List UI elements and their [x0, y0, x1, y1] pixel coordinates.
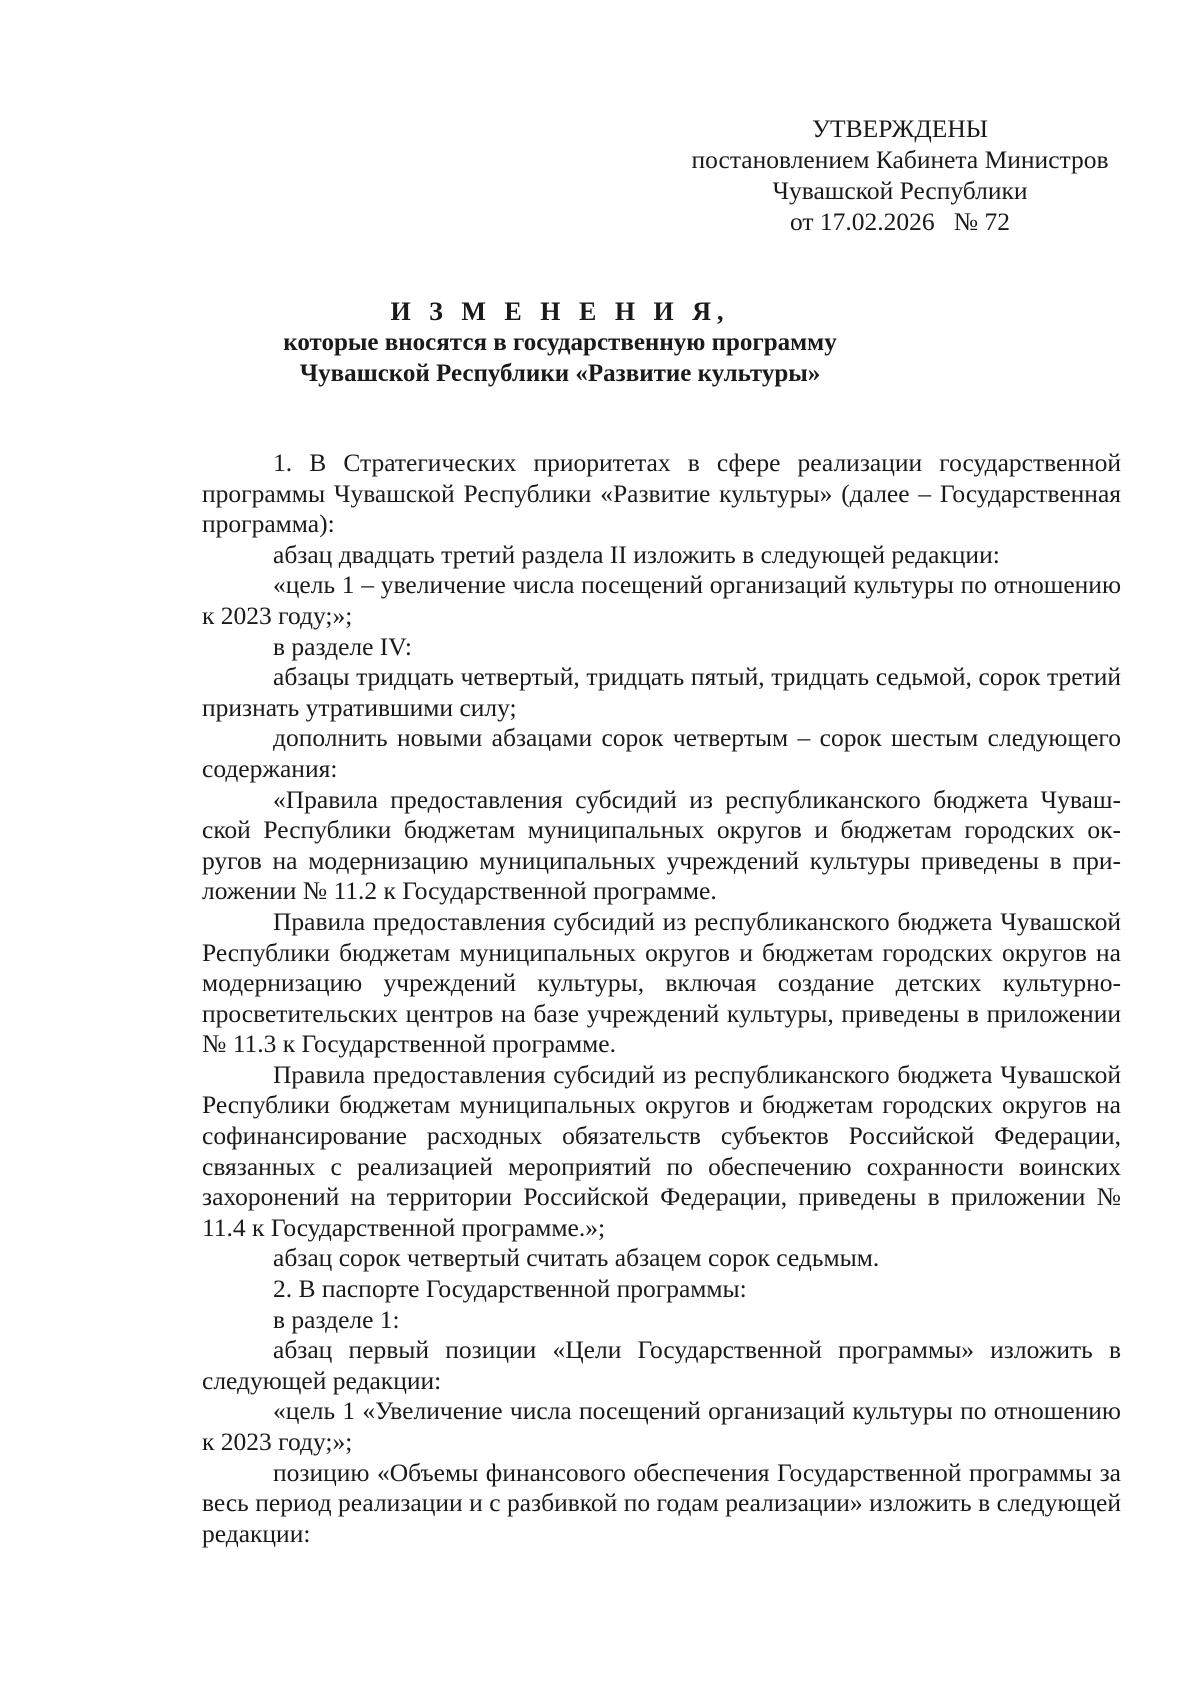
- paragraph: 2. В паспорте Государственной программы:: [273, 1274, 747, 1304]
- paragraph: абзацы тридцать четвертый, тридцать пятый, тридцать седьмой, сорок третий признать утратившими силу;: [202, 662, 1121, 722]
- document-body: [202, 448, 1121, 1549]
- paragraph: Правила предоставления субсидий из республиканского бюджета Чувашской Республики бюджетам муниципальных округов и бюджетам городских округов на модернизацию учреждений культуры, включая создание детских культурно-просветительских центров на базе учреждений культуры, приведены в приложении № 11.3 к Государственной программе.: [202, 906, 1121, 1059]
- paragraph: 1. В Стратегических приоритетах в сфере реализации государственной программы Чувашской Республики «Развитие культуры» (далее – Государственная программа):: [202, 448, 1121, 539]
- paragraph: в разделе 1:: [273, 1304, 400, 1334]
- paragraph: «цель 1 «Увеличение числа посещений организаций культуры по отношению к 2023 году;»;: [202, 1396, 1121, 1456]
- approval-region: Чувашской Республики: [772, 176, 1028, 205]
- title-heading: И З М Е Н Е Н И Я,: [390, 297, 730, 326]
- paragraph: абзац двадцать третий раздела II изложить в следующей редакции:: [273, 539, 1000, 569]
- paragraph: абзац первый позиции «Цели Государственной программы» изложить в следующей редакции:: [202, 1335, 1121, 1395]
- approval-status: УТВЕРЖДЕНЫ: [812, 114, 988, 143]
- paragraph: в разделе IV:: [273, 631, 412, 661]
- paragraph: Правила предоставления субсидий из республиканского бюджета Чувашской Республики бюджетам муниципальных округов и бюджетам городских округов на софинансирование расходных обязательств субъектов Российской Федерации, связанных с реализацией мероприятий по обеспечению сохранности воинских захоронений на территории Российской Федерации, приведены в приложении № 11.4 к Государственной программе.»;: [202, 1059, 1121, 1242]
- paragraph: «цель 1 – увеличение числа посещений организаций культуры по отношению к 2023 году;»;: [202, 570, 1121, 630]
- paragraph: «Правила предоставления субсидий из республиканского бюджета Чувашской Республики бюджетам муниципальных округов и бюджетам городских округов на модернизацию муниципальных учреждений культуры приведены в приложении № 11.2 к Государственной программе.: [202, 784, 1121, 906]
- document-title: [160, 296, 960, 389]
- approval-date-number: от 17.02.2026 № 72: [789, 207, 1010, 236]
- title-subtitle-line-2: Чувашской Республики «Развитие культуры»: [299, 360, 821, 387]
- paragraph: дополнить новыми абзацами сорок четвертым – сорок шестым следующего содержания:: [202, 723, 1121, 783]
- approval-authority: постановлением Кабинета Министров: [691, 145, 1109, 174]
- approval-block: [660, 113, 1140, 237]
- title-subtitle-line-1: которые вносятся в государственную программу: [283, 329, 837, 356]
- paragraph: позицию «Объемы финансового обеспечения Государственной программы за весь период реализации и с разбивкой по годам реализации» изложить в следующей редакции:: [202, 1457, 1121, 1548]
- paragraph: абзац сорок четвертый считать абзацем сорок седьмым.: [273, 1243, 880, 1273]
